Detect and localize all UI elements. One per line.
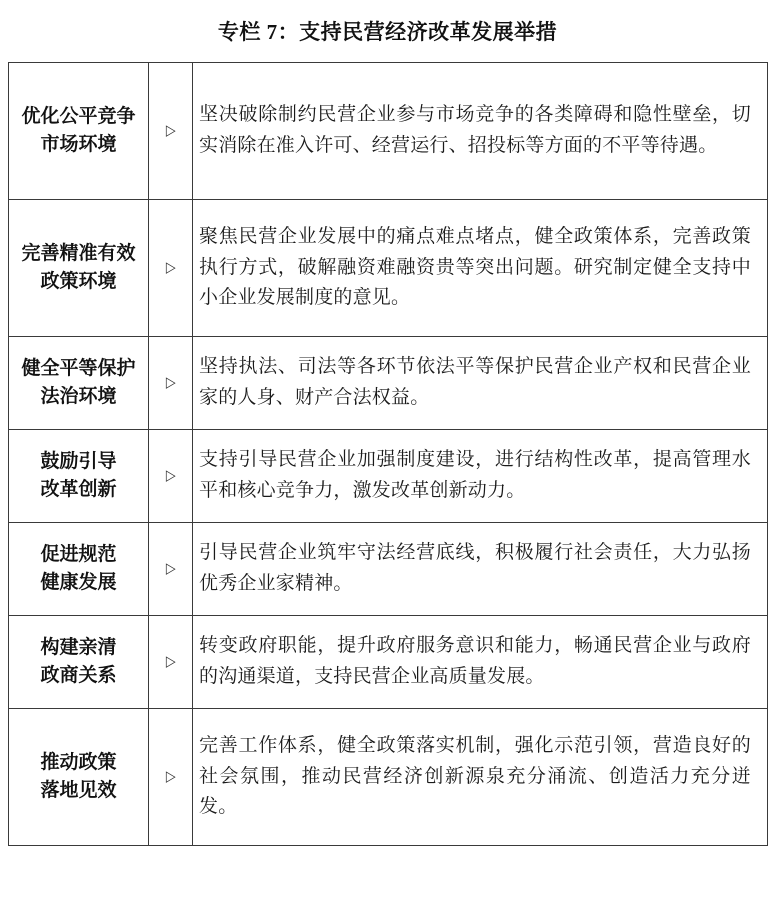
- row-heading-cell: [9, 337, 149, 430]
- row-marker-cell: [149, 63, 193, 200]
- row-heading-line: 优化公平竞争: [21, 106, 136, 128]
- row-heading-line: 完善精准有效: [21, 243, 136, 265]
- row-heading-cell: [9, 63, 149, 200]
- row-body-cell: [193, 430, 768, 523]
- row-heading-line: 落地见效: [40, 780, 117, 801]
- row-body-cell: [193, 337, 768, 430]
- row-heading-line: 健全平等保护: [21, 358, 136, 380]
- row-body-cell: [193, 523, 768, 616]
- measures-table: [8, 62, 768, 846]
- row-heading-line: 健康发展: [40, 572, 117, 593]
- row-body-text: 坚持执法、司法等各环节依法平等保护民营企业产权和民营企业家的人身、财产合法权益。: [199, 356, 751, 408]
- row-marker-cell: [149, 523, 193, 616]
- row-heading-line: 鼓励引导: [40, 451, 117, 473]
- table-row: [9, 616, 768, 709]
- row-heading-line: 政策环境: [40, 271, 117, 292]
- hollow-right-arrow-icon: ▷: [165, 651, 176, 670]
- row-body-text: 聚焦民营企业发展中的痛点难点堵点，健全政策体系，完善政策执行方式，破解融资难融资贵等突出问题。研究制定健全支持中小企业发展制度的意见。: [199, 225, 751, 309]
- table-row: [9, 430, 768, 523]
- row-heading-line: 促进规范: [40, 544, 117, 566]
- row-heading-line: 推动政策: [40, 752, 117, 774]
- row-body-text: 支持引导民营企业加强制度建设，进行结构性改革，提高管理水平和核心竞争力，激发改革创新动力。: [199, 449, 751, 501]
- table-row: [9, 337, 768, 430]
- row-heading-line: 法治环境: [40, 386, 117, 407]
- hollow-right-arrow-icon: ▷: [165, 257, 176, 276]
- row-body-cell: [193, 200, 768, 337]
- table-row: [9, 63, 768, 200]
- row-body-cell: [193, 616, 768, 709]
- row-heading-cell: [9, 430, 149, 523]
- row-body-text: 完善工作体系，健全政策落实机制，强化示范引领，营造良好的社会氛围，推动民营经济创新源泉充分涌流、创造活力充分迸发。: [199, 734, 751, 818]
- row-heading-line: 市场环境: [40, 134, 117, 155]
- row-marker-cell: [149, 337, 193, 430]
- table-row: [9, 523, 768, 616]
- row-heading-line: 政商关系: [40, 665, 117, 686]
- hollow-right-arrow-icon: ▷: [165, 558, 176, 577]
- row-body-text: 转变政府职能，提升政府服务意识和能力，畅通民营企业与政府的沟通渠道，支持民营企业高质量发展。: [199, 635, 751, 687]
- row-marker-cell: [149, 616, 193, 709]
- row-heading-cell: [9, 523, 149, 616]
- row-heading-line: 构建亲清: [40, 637, 117, 659]
- table-row: [9, 709, 768, 846]
- row-heading-cell: [9, 200, 149, 337]
- row-body-cell: [193, 709, 768, 846]
- hollow-right-arrow-icon: ▷: [165, 465, 176, 484]
- page-title: 专栏 7：支持民营经济改革发展举措: [217, 20, 558, 44]
- measures-table-wrapper: [8, 62, 767, 846]
- table-row: [9, 200, 768, 337]
- row-marker-cell: [149, 200, 193, 337]
- row-heading-cell: [9, 616, 149, 709]
- hollow-right-arrow-icon: ▷: [165, 120, 176, 139]
- row-marker-cell: [149, 709, 193, 846]
- row-body-cell: [193, 63, 768, 200]
- row-marker-cell: [149, 430, 193, 523]
- row-heading-cell: [9, 709, 149, 846]
- hollow-right-arrow-icon: ▷: [165, 766, 176, 785]
- hollow-right-arrow-icon: ▷: [165, 372, 176, 391]
- row-body-text: 引导民营企业筑牢守法经营底线，积极履行社会责任，大力弘扬优秀企业家精神。: [199, 542, 751, 594]
- row-heading-line: 改革创新: [40, 479, 117, 500]
- row-body-text: 坚决破除制约民营企业参与市场竞争的各类障碍和隐性壁垒，切实消除在准入许可、经营运行、招投标等方面的不平等待遇。: [199, 104, 751, 156]
